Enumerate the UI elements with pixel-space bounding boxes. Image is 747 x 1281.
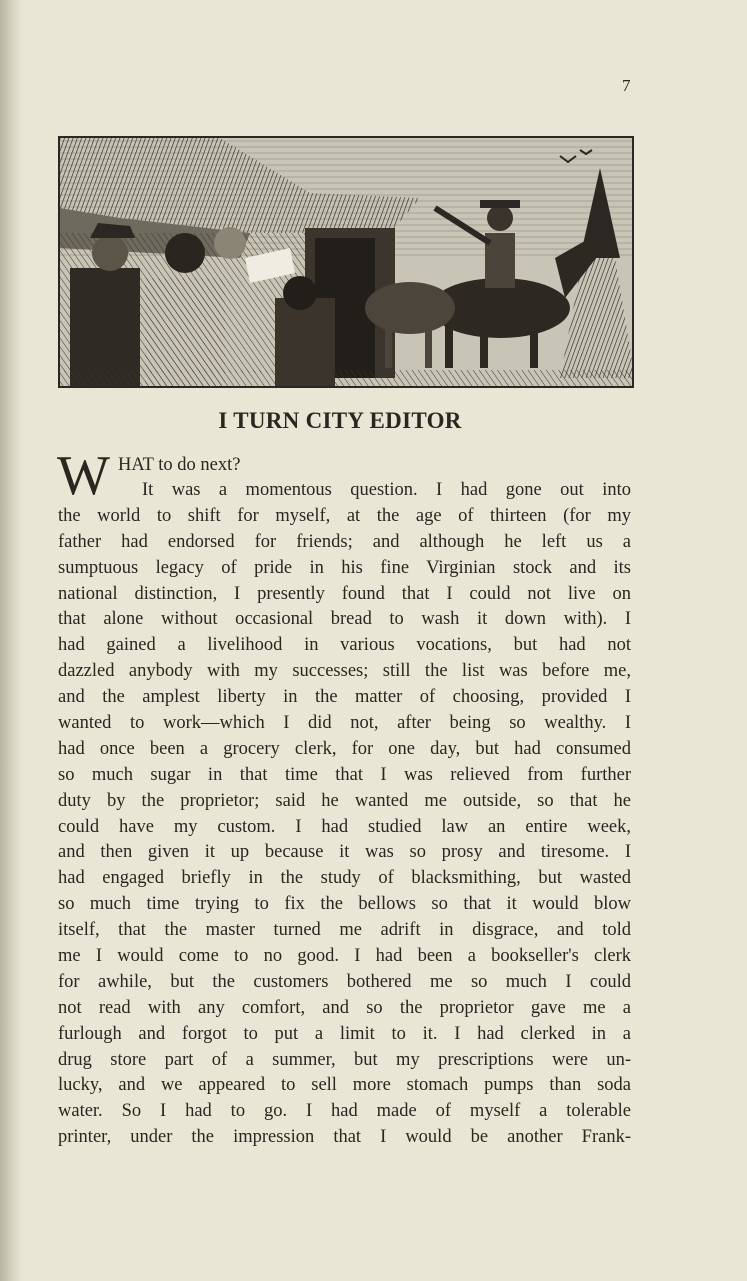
woodcut-illustration [58, 136, 634, 388]
drop-cap: W [57, 445, 110, 507]
text-line: sumptuous legacy of pride in his fine Virginian stock and its [58, 557, 631, 578]
text-line: father had endorsed for friends; and although he left us a [58, 531, 631, 552]
text-line: had once been a grocery clerk, for one day, but had consumed [58, 738, 631, 759]
body-text [58, 478, 631, 1151]
text-line: that alone without occasional bread to wash it down with). I [58, 609, 631, 630]
text-line: printer, under the impression that I would be another Frank- [58, 1127, 631, 1148]
text-line: the world to shift for myself, at the age of thirteen (for my [58, 505, 631, 526]
text-line: had engaged briefly in the study of blacksmithing, but wasted [58, 868, 631, 889]
text-line: national distinction, I presently found that I could not live on [58, 583, 631, 604]
text-line: me I would come to no good. I had been a bookseller's clerk [58, 946, 631, 967]
page-edge-shadow [0, 0, 22, 1281]
text-line: and then given it up because it was so prosy and tiresome. I [58, 842, 631, 863]
chapter-title: I TURN CITY EDITOR [218, 408, 462, 433]
text-line: itself, that the master turned me adrift in disgrace, and told [58, 920, 631, 941]
text-line: had gained a livelihood in various vocations, but had not [58, 635, 631, 656]
text-line: drug store part of a summer, but my prescriptions were un- [58, 1049, 631, 1070]
text-line: furlough and forgot to put a limit to it. I had clerked in a [58, 1023, 631, 1044]
text-line: and the amplest liberty in the matter of choosing, provided I [58, 687, 631, 708]
opening-line: HAT to do next? [118, 455, 241, 475]
text-line: wanted to work—which I did not, after being so wealthy. I [58, 713, 631, 734]
text-line: not read with any comfort, and so the proprietor gave me a [58, 997, 631, 1018]
text-line: lucky, and we appeared to sell more stomach pumps than soda [58, 1075, 631, 1096]
page-number: 7 [622, 76, 631, 95]
text-line: dazzled anybody with my successes; still the list was before me, [58, 661, 631, 682]
text-line: could have my custom. I had studied law an entire week, [58, 816, 631, 837]
text-line: water. So I had to go. I had made of myself a tolerable [58, 1101, 631, 1122]
text-line: for awhile, but the customers bothered me so much I could [58, 971, 631, 992]
text-line: duty by the proprietor; said he wanted me outside, so that he [58, 790, 631, 811]
text-line: so much time trying to fix the bellows so that it would blow [58, 894, 631, 915]
text-line: so much sugar in that time that I was relieved from further [58, 764, 631, 785]
text-line: It was a momentous question. I had gone out into [142, 480, 631, 500]
